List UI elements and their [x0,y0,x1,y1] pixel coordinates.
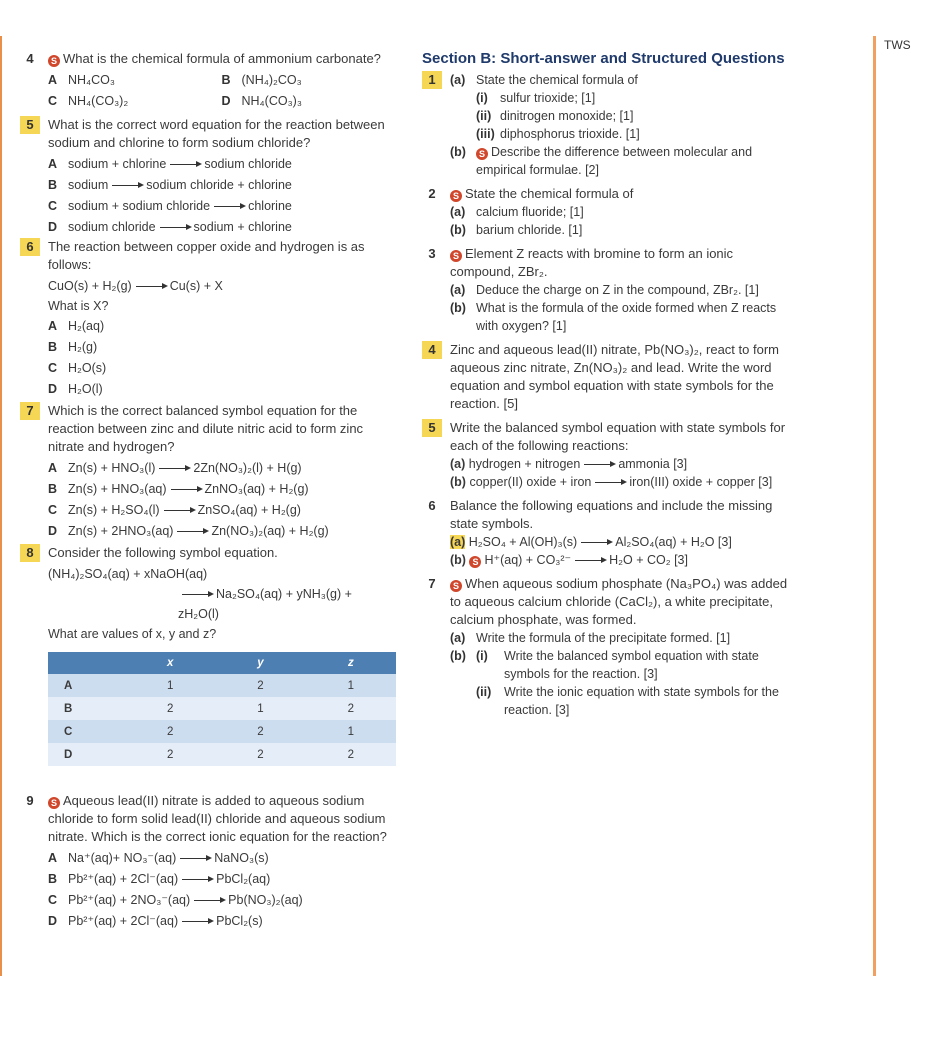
question-b6: 6 Balance the following equations and include the missing state symbols. (a) H₂SO₄ + Al(OH)₃(s) Al₂SO₄(aq) + H₂O [3] (b) S H⁺(aq) + CO₃²⁻ H₂O + CO₂ [3] [422,497,800,569]
option-a[interactable]: A sodium + chlorine sodium chloride [48,157,292,171]
table-row[interactable]: D 2 2 2 [48,743,396,766]
question-number: 5 [20,116,40,134]
arrow-icon [182,594,212,595]
question-ask: What is X? [48,299,109,313]
option-d[interactable]: D Pb²⁺(aq) + 2Cl⁻(aq) PbCl₂(s) [48,914,263,928]
question-ask: What are values of x, y and z? [48,627,217,641]
arrow-icon [581,542,611,543]
question-text: What is the correct word equation for the reaction between sodium and chlorine to form sodium chloride? [48,117,385,150]
arrow-icon [159,468,189,469]
table-row[interactable]: B 2 1 2 [48,697,396,720]
question-7 [20,402,395,456]
challenge-icon: S [48,55,60,67]
arrow-icon [182,879,212,880]
options-q4 [20,70,395,112]
arrow-icon [194,900,224,901]
question-b2: 2 S State the chemical formula of (a) calcium fluoride; [1] (b) barium chloride. [1] [422,185,800,239]
equation-q6: CuO(s) + H₂(g) Cu(s) + X What is X? A H₂(aq) B H₂(g) C H₂O(s) D H₂O(l) [20,276,395,400]
table-header [48,652,125,674]
left-column [20,50,395,932]
question-number: 2 [428,186,436,201]
option-d[interactable]: D Zn(s) + 2HNO₃(aq) Zn(NO₃)₂(aq) + H₂(g) [48,524,329,538]
option-a[interactable]: A Na⁺(aq)+ NO₃⁻(aq) NaNO₃(s) [48,851,269,865]
equation-q8: (NH₄)₂SO₄(aq) + xNaOH(aq) Na₂SO₄(aq) + yNH₃(g) + zH₂O(l) What are values of x, y and z? x y z A 1 2 1 B 2 1 2 C 2 2 1 D 2 2 2 [20,564,395,766]
question-number: 3 [428,246,436,261]
tws-label: TWS [884,38,911,52]
challenge-icon: S [469,556,481,568]
question-text: Consider the following symbol equation. [48,545,278,560]
table-header: z [306,652,396,674]
option-c[interactable]: C sodium + sodium chloride chlorine [48,199,292,213]
option-a[interactable]: A Zn(s) + HNO₃(l) 2Zn(NO₃)₂(l) + H(g) [48,461,302,475]
question-text: Which is the correct balanced symbol equation for the reaction between zinc and dilute nitric acid to form zinc nitrate and hydrogen? [48,403,364,454]
option-c[interactable]: C Zn(s) + H₂SO₄(l) ZnSO₄(aq) + H₂(g) [48,503,301,517]
arrow-icon [164,510,194,511]
arrow-icon [595,482,625,483]
question-9 [20,792,395,846]
question-b3: 3 S Element Z reacts with bromine to form an ionic compound, ZBr₂. (a) Deduce the charge on Z in the compound, ZBr₂. [1] (b) What is the formula of the oxide formed when Z reacts with oxygen? [1] [422,245,800,335]
option-d[interactable]: D H₂O(l) [48,382,103,396]
table-header: x [125,652,215,674]
challenge-icon: S [450,190,462,202]
arrow-icon [214,206,244,207]
right-border [873,36,876,976]
question-b5: 5 Write the balanced symbol equation with state symbols for each of the following reactions: (a) hydrogen + nitrogen ammonia [3] (b) copper(II) oxide + iron iron(III) oxide + copper [3] [422,419,800,491]
question-number: 8 [20,544,40,562]
table-row[interactable]: A 1 2 1 [48,674,396,697]
option-b[interactable]: B Pb²⁺(aq) + 2Cl⁻(aq) PbCl₂(aq) [48,872,271,886]
question-number: 6 [20,238,40,256]
question-6 [20,238,395,274]
option-a[interactable]: A H₂(aq) [48,319,105,333]
challenge-icon: S [48,797,60,809]
question-b1: 1 (a) State the chemical formula of (i) sulfur trioxide; [1] (ii) dinitrogen monoxide; [1] (iii) diphosphorus trioxide. [1] (b) S Describe the difference between molecular and empirical formulae. [2] [422,71,800,179]
question-number: 4 [422,341,442,359]
question-number: 9 [26,793,34,808]
question-number: 7 [20,402,40,420]
question-4 [20,50,395,68]
question-b4: 4 Zinc and aqueous lead(II) nitrate, Pb(NO₃)₂, react to form aqueous zinc nitrate, Zn(NO₃)₂ and lead. Write the word equation and symbol equation with state symbols for the reaction. [5] [422,341,800,413]
arrow-icon [171,489,201,490]
option-b[interactable]: B sodium sodium chloride + chlorine [48,178,292,192]
question-text: Aqueous lead(II) nitrate is added to aqueous sodium chloride to form solid lead(II) chloride and aqueous sodium nitrate. Which is the correct ionic equation for the reaction? [48,793,387,844]
question-text: What is the chemical formula of ammonium carbonate? [63,51,381,66]
question-number: 1 [422,71,442,89]
question-number: 6 [428,498,436,513]
options-q9 [20,848,395,932]
challenge-icon: S [476,148,488,160]
challenge-icon: S [450,250,462,262]
option-d[interactable]: D sodium chloride sodium + chlorine [48,220,292,234]
arrow-icon [112,185,142,186]
arrow-icon [182,921,212,922]
challenge-icon: S [450,580,462,592]
arrow-icon [584,464,614,465]
arrow-icon [575,560,605,561]
left-border [0,36,2,976]
arrow-icon [160,227,190,228]
question-5 [20,116,395,152]
option-b[interactable]: B Zn(s) + HNO₃(aq) ZnNO₃(aq) + H₂(g) [48,482,309,496]
question-b7: 7 S When aqueous sodium phosphate (Na₃PO₄) was added to aqueous calcium chloride (CaCl₂), a white precipitate, calcium phosphate, was formed. (a) Write the formula of the precipitate formed. [1] (b) (i) Write the balanced symbol equation with state symbols for the reaction. [3] (ii) Write the ionic equation with state symbols for the reaction. [3] [422,575,800,719]
arrow-icon [177,531,207,532]
arrow-icon [170,164,200,165]
question-number: 4 [26,51,34,66]
option-a[interactable]: A NH₄CO₃ [48,73,115,87]
options-q7 [20,458,395,542]
question-number: 7 [428,576,436,591]
question-text: The reaction between copper oxide and hydrogen is as follows: [48,239,365,272]
question-8 [20,544,395,562]
option-c[interactable]: C Pb²⁺(aq) + 2NO₃⁻(aq) Pb(NO₃)₂(aq) [48,893,303,907]
right-column [422,50,800,721]
option-d[interactable]: D NH₄(CO₃)₃ [221,94,302,108]
arrow-icon [136,286,166,287]
arrow-icon [180,858,210,859]
options-q5 [20,154,395,238]
section-title: Section B: Short-answer and Structured Questions [422,50,785,67]
option-b[interactable]: B (NH₄)₂CO₃ [221,73,302,87]
option-b[interactable]: B H₂(g) [48,340,98,354]
answer-table [48,652,396,766]
option-c[interactable]: C NH₄(CO₃)₂ [48,94,129,108]
table-header: y [215,652,305,674]
table-row[interactable]: C 2 2 1 [48,720,396,743]
option-c[interactable]: C H₂O(s) [48,361,107,375]
question-number: 5 [422,419,442,437]
